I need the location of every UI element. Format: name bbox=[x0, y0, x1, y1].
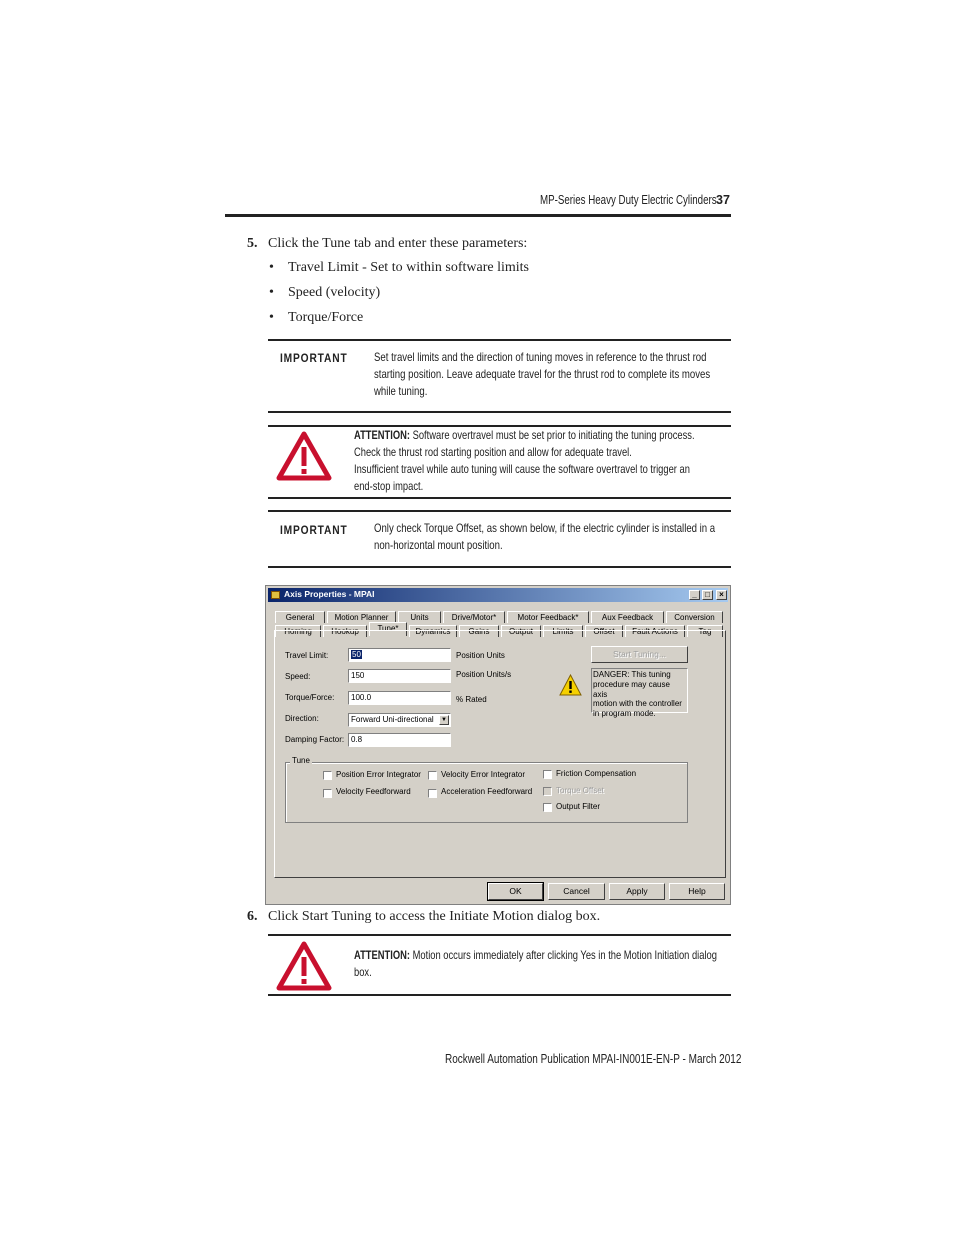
speed-input[interactable]: 150 bbox=[348, 669, 451, 683]
ok-button[interactable]: OK bbox=[488, 883, 543, 900]
travel-limit-units: Position Units bbox=[456, 651, 505, 660]
publication-footer: Rockwell Automation Publication MPAI-IN001E-EN-P - March 2012 bbox=[445, 1052, 742, 1066]
attention-1-line: Insufficient travel while auto tuning will cause the software overtravel to trigger an bbox=[354, 462, 690, 476]
output-filter-label: Output Filter bbox=[556, 802, 601, 811]
important-1-label: IMPORTANT bbox=[280, 351, 348, 365]
velocity-feedforward-label: Velocity Feedforward bbox=[336, 787, 411, 796]
start-tuning-button[interactable]: Start Tuning... bbox=[591, 646, 688, 663]
friction-compensation-label: Friction Compensation bbox=[556, 769, 637, 778]
chevron-down-icon[interactable]: ▼ bbox=[439, 715, 449, 725]
travel-limit-label: Travel Limit: bbox=[285, 651, 329, 660]
important-2-line: Only check Torque Offset, as shown below, if the electric cylinder is installed in a bbox=[374, 521, 716, 535]
apply-button[interactable]: Apply bbox=[609, 883, 665, 900]
important-1-line: Set travel limits and the direction of tuning moves in reference to the thrust rod bbox=[374, 350, 707, 364]
important-1-top-rule bbox=[268, 339, 731, 341]
close-icon[interactable]: × bbox=[716, 590, 727, 600]
travel-limit-input[interactable] bbox=[348, 648, 451, 662]
dialog-titlebar[interactable] bbox=[268, 588, 728, 602]
important-2-line: non-horizontal mount position. bbox=[374, 538, 503, 552]
tune-group-label: Tune bbox=[292, 756, 310, 765]
speed-label: Speed: bbox=[285, 672, 311, 681]
attention-2-body bbox=[354, 947, 717, 981]
tab-homing[interactable]: Homing bbox=[275, 625, 321, 637]
tab-conversion[interactable]: Conversion bbox=[666, 611, 723, 623]
page-number: 37 bbox=[716, 193, 730, 207]
important-1-line: starting position. Leave adequate travel for the thrust rod to complete its moves bbox=[374, 367, 711, 381]
important-2-bottom-rule bbox=[268, 566, 731, 568]
bullet-speed: • Speed (velocity) bbox=[288, 285, 380, 301]
tab-drive-motor[interactable]: Drive/Motor* bbox=[443, 611, 505, 623]
tab-fault-actions[interactable]: Fault Actions bbox=[625, 625, 685, 637]
attention-1-bottom-rule bbox=[268, 497, 731, 499]
tab-limits[interactable]: Limits bbox=[543, 625, 583, 637]
torque-units: % Rated bbox=[456, 695, 487, 704]
header-rule bbox=[225, 214, 731, 217]
minimize-icon[interactable]: _ bbox=[689, 590, 700, 600]
bullet-torque: • Torque/Force bbox=[288, 310, 363, 326]
attention-2-line: box. bbox=[354, 965, 372, 979]
direction-value: Forward Uni-directional bbox=[351, 715, 434, 724]
tab-output[interactable]: Output bbox=[501, 625, 541, 637]
travel-limit-value: 50 bbox=[352, 650, 361, 659]
tab-tune[interactable]: Tune* bbox=[369, 622, 407, 636]
torque-offset-label: Torque Offset bbox=[556, 786, 604, 795]
warning-triangle-icon bbox=[559, 674, 582, 696]
tab-general[interactable]: General bbox=[275, 611, 325, 623]
attention-1-line: end-stop impact. bbox=[354, 479, 424, 493]
attention-2-label: ATTENTION: bbox=[354, 948, 410, 962]
damping-input[interactable]: 0.8 bbox=[348, 733, 451, 747]
friction-compensation-checkbox[interactable] bbox=[543, 770, 552, 779]
step-5-text: Click the Tune tab and enter these parameters: bbox=[268, 236, 528, 251]
direction-label: Direction: bbox=[285, 714, 319, 723]
important-1-bottom-rule bbox=[268, 411, 731, 413]
attention-1-body bbox=[354, 427, 695, 495]
bullet-travel-limit: • Travel Limit - Set to within software limits bbox=[288, 260, 529, 276]
attention-2-bottom-rule bbox=[268, 994, 731, 996]
output-filter-checkbox[interactable] bbox=[543, 803, 552, 812]
step-5-number: 5. bbox=[247, 236, 258, 251]
attention-1-label: ATTENTION: bbox=[354, 428, 410, 442]
warning-triangle-icon bbox=[276, 431, 332, 481]
dialog-title: Axis Properties - MPAI bbox=[284, 589, 375, 599]
acceleration-feedforward-checkbox[interactable] bbox=[428, 789, 437, 798]
attention-2-line: Motion occurs immediately after clicking Yes in the Motion Initiation dialog bbox=[412, 948, 717, 962]
warning-triangle-icon bbox=[276, 941, 332, 991]
tab-tag[interactable]: Tag bbox=[687, 625, 723, 637]
position-error-integrator-checkbox[interactable] bbox=[323, 771, 332, 780]
tab-dynamics[interactable]: Dynamics bbox=[409, 625, 457, 637]
direction-select[interactable] bbox=[348, 713, 451, 727]
tab-gains[interactable]: Gains bbox=[459, 625, 499, 637]
help-button[interactable]: Help bbox=[669, 883, 725, 900]
velocity-error-integrator-label: Velocity Error Integrator bbox=[441, 770, 526, 779]
position-error-integrator-label: Position Error Integrator bbox=[336, 770, 421, 779]
tab-motor-feedback[interactable]: Motor Feedback* bbox=[507, 611, 589, 623]
important-1-body bbox=[374, 349, 710, 400]
app-icon bbox=[271, 591, 280, 599]
tab-hookup[interactable]: Hookup bbox=[323, 625, 367, 637]
important-2-label: IMPORTANT bbox=[280, 523, 348, 537]
tab-units[interactable]: Units bbox=[398, 611, 441, 623]
torque-offset-checkbox[interactable] bbox=[543, 787, 552, 796]
running-header-title: MP-Series Heavy Duty Electric Cylinders bbox=[540, 193, 717, 207]
velocity-error-integrator-checkbox[interactable] bbox=[428, 771, 437, 780]
attention-2-top-rule bbox=[268, 934, 731, 936]
important-1-line: while tuning. bbox=[374, 384, 428, 398]
step-6-number: 6. bbox=[247, 909, 258, 924]
important-2-body bbox=[374, 520, 715, 554]
tab-aux-feedback[interactable]: Aux Feedback bbox=[591, 611, 664, 623]
cancel-button[interactable]: Cancel bbox=[548, 883, 605, 900]
attention-1-line: Check the thrust rod starting position and allow for adequate travel. bbox=[354, 445, 632, 459]
important-2-top-rule bbox=[268, 510, 731, 512]
velocity-feedforward-checkbox[interactable] bbox=[323, 789, 332, 798]
step-6-text: Click Start Tuning to access the Initiate Motion dialog box. bbox=[268, 909, 601, 924]
damping-label: Damping Factor: bbox=[285, 735, 345, 744]
tab-motion-planner[interactable]: Motion Planner bbox=[327, 611, 396, 623]
torque-input[interactable]: 100.0 bbox=[348, 691, 451, 705]
axis-properties-dialog bbox=[265, 585, 731, 905]
attention-1-line: Software overtravel must be set prior to initiating the tuning process. bbox=[412, 428, 695, 442]
acceleration-feedforward-label: Acceleration Feedforward bbox=[441, 787, 533, 796]
maximize-icon[interactable]: □ bbox=[702, 590, 713, 600]
tab-offset[interactable]: Offset bbox=[585, 625, 623, 637]
speed-units: Position Units/s bbox=[456, 670, 512, 679]
danger-message: DANGER: This tuning procedure may cause axis motion with the controller in program mode. bbox=[591, 668, 688, 713]
torque-label: Torque/Force: bbox=[285, 693, 335, 702]
